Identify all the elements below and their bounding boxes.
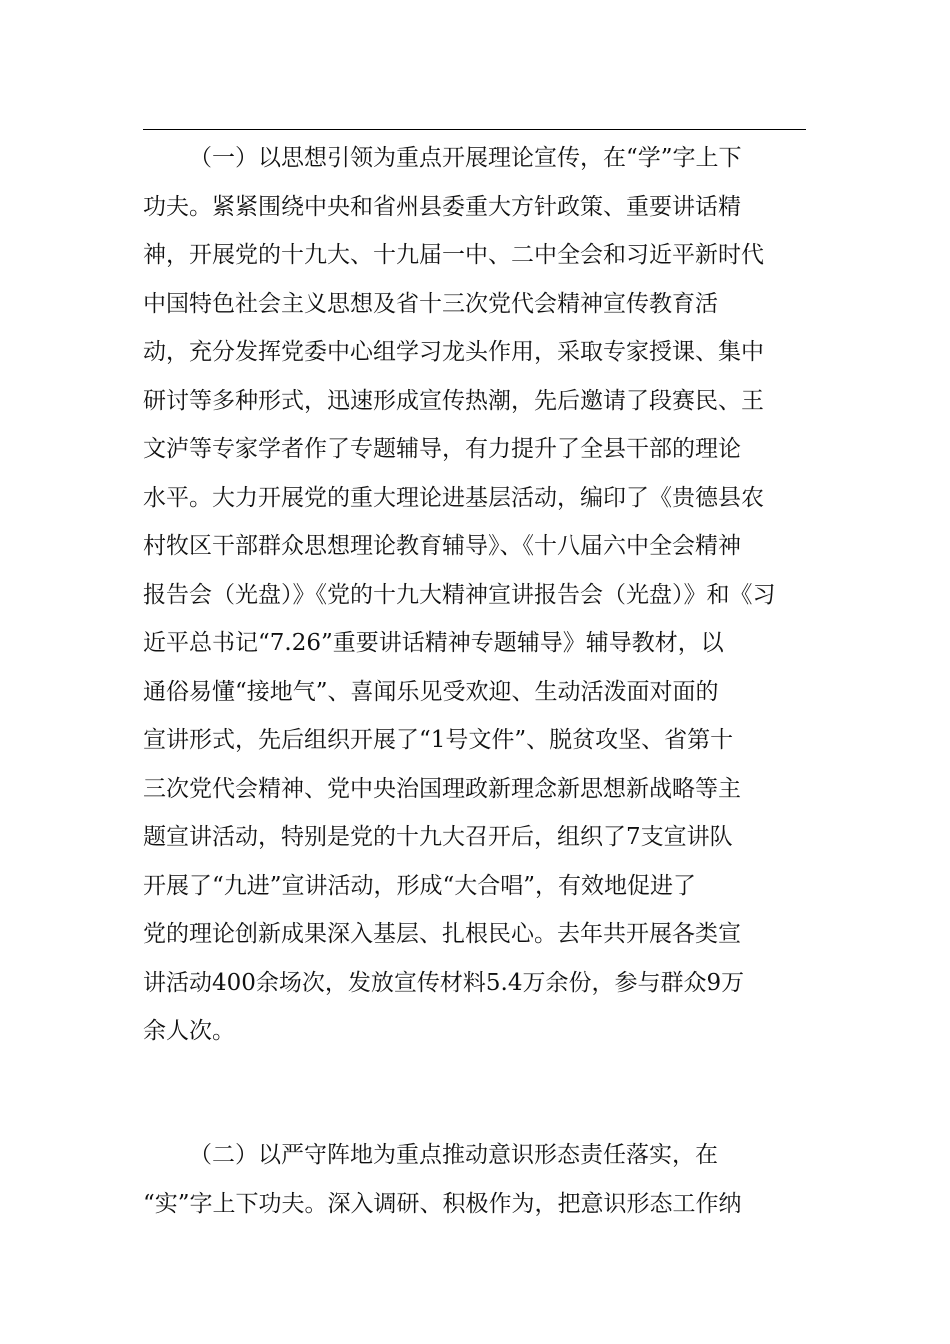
text-line: 文泸等专家学者作了专题辅导，有力提升了全县干部的理论 (143, 436, 741, 462)
paragraph-1 (143, 134, 806, 1056)
text-line: 三次党代会精神、党中央治国理政新理念新思想新战略等主 (143, 775, 741, 802)
text-line: 题宣讲活动，特别是党的十九大召开后，组织了7支宣讲队 (143, 824, 733, 850)
text-line: 神，开展党的十九大、十九届一中、二中全会和习近平新时代 (143, 242, 764, 268)
text-line: 中国特色社会主义思想及省十三次党代会精神宣传教育活 (143, 290, 718, 317)
text-line: 宣讲形式，先后组织开展了“1号文件”、脱贫攻坚、省第十 (143, 727, 734, 753)
text-line: 讲活动400余场次，发放宣传材料5.4万余份，参与群众9万 (143, 969, 745, 996)
text-line: 通俗易懂“接地气”、喜闻乐见受欢迎、生动活泼面对面的 (143, 678, 719, 705)
text-line: 动，充分发挥党委中心组学习龙头作用，采取专家授课、集中 (143, 339, 764, 365)
text-line: 党的理论创新成果深入基层、扎根民心。去年共开展各类宣 (143, 921, 741, 947)
text-line: 功夫。紧紧围绕中央和省州县委重大方针政策、重要讲话精 (143, 193, 741, 220)
header-rule (143, 129, 806, 130)
text-line: 余人次。 (143, 1018, 235, 1044)
text-line: 研讨等多种形式，迅速形成宣传热潮，先后邀请了段赛民、王 (143, 387, 764, 414)
text-line: 村牧区干部群众思想理论教育辅导》、《十八届六中全会精神 (143, 533, 741, 559)
text-line: 开展了“九进”宣讲活动，形成“大合唱”，有效地促进了 (143, 872, 697, 899)
text-line: （一）以思想引领为重点开展理论宣传，在“学”字上下 (189, 145, 742, 171)
text-line: （二）以严守阵地为重点推动意识形态责任落实，在 (189, 1142, 718, 1168)
text-line: “实”字上下功夫。深入调研、积极作为，把意识形态工作纳 (143, 1190, 742, 1217)
text-line: 报告会（光盘）》《党的十九大精神宣讲报告会（光盘）》和《习 (143, 581, 776, 608)
text-line: 近平总书记“7.26”重要讲话精神专题辅导》辅导教材，以 (143, 630, 724, 656)
text-line: 水平。大力开展党的重大理论进基层活动，编印了《贵德县农 (143, 484, 764, 511)
paragraph-2 (143, 1131, 806, 1228)
